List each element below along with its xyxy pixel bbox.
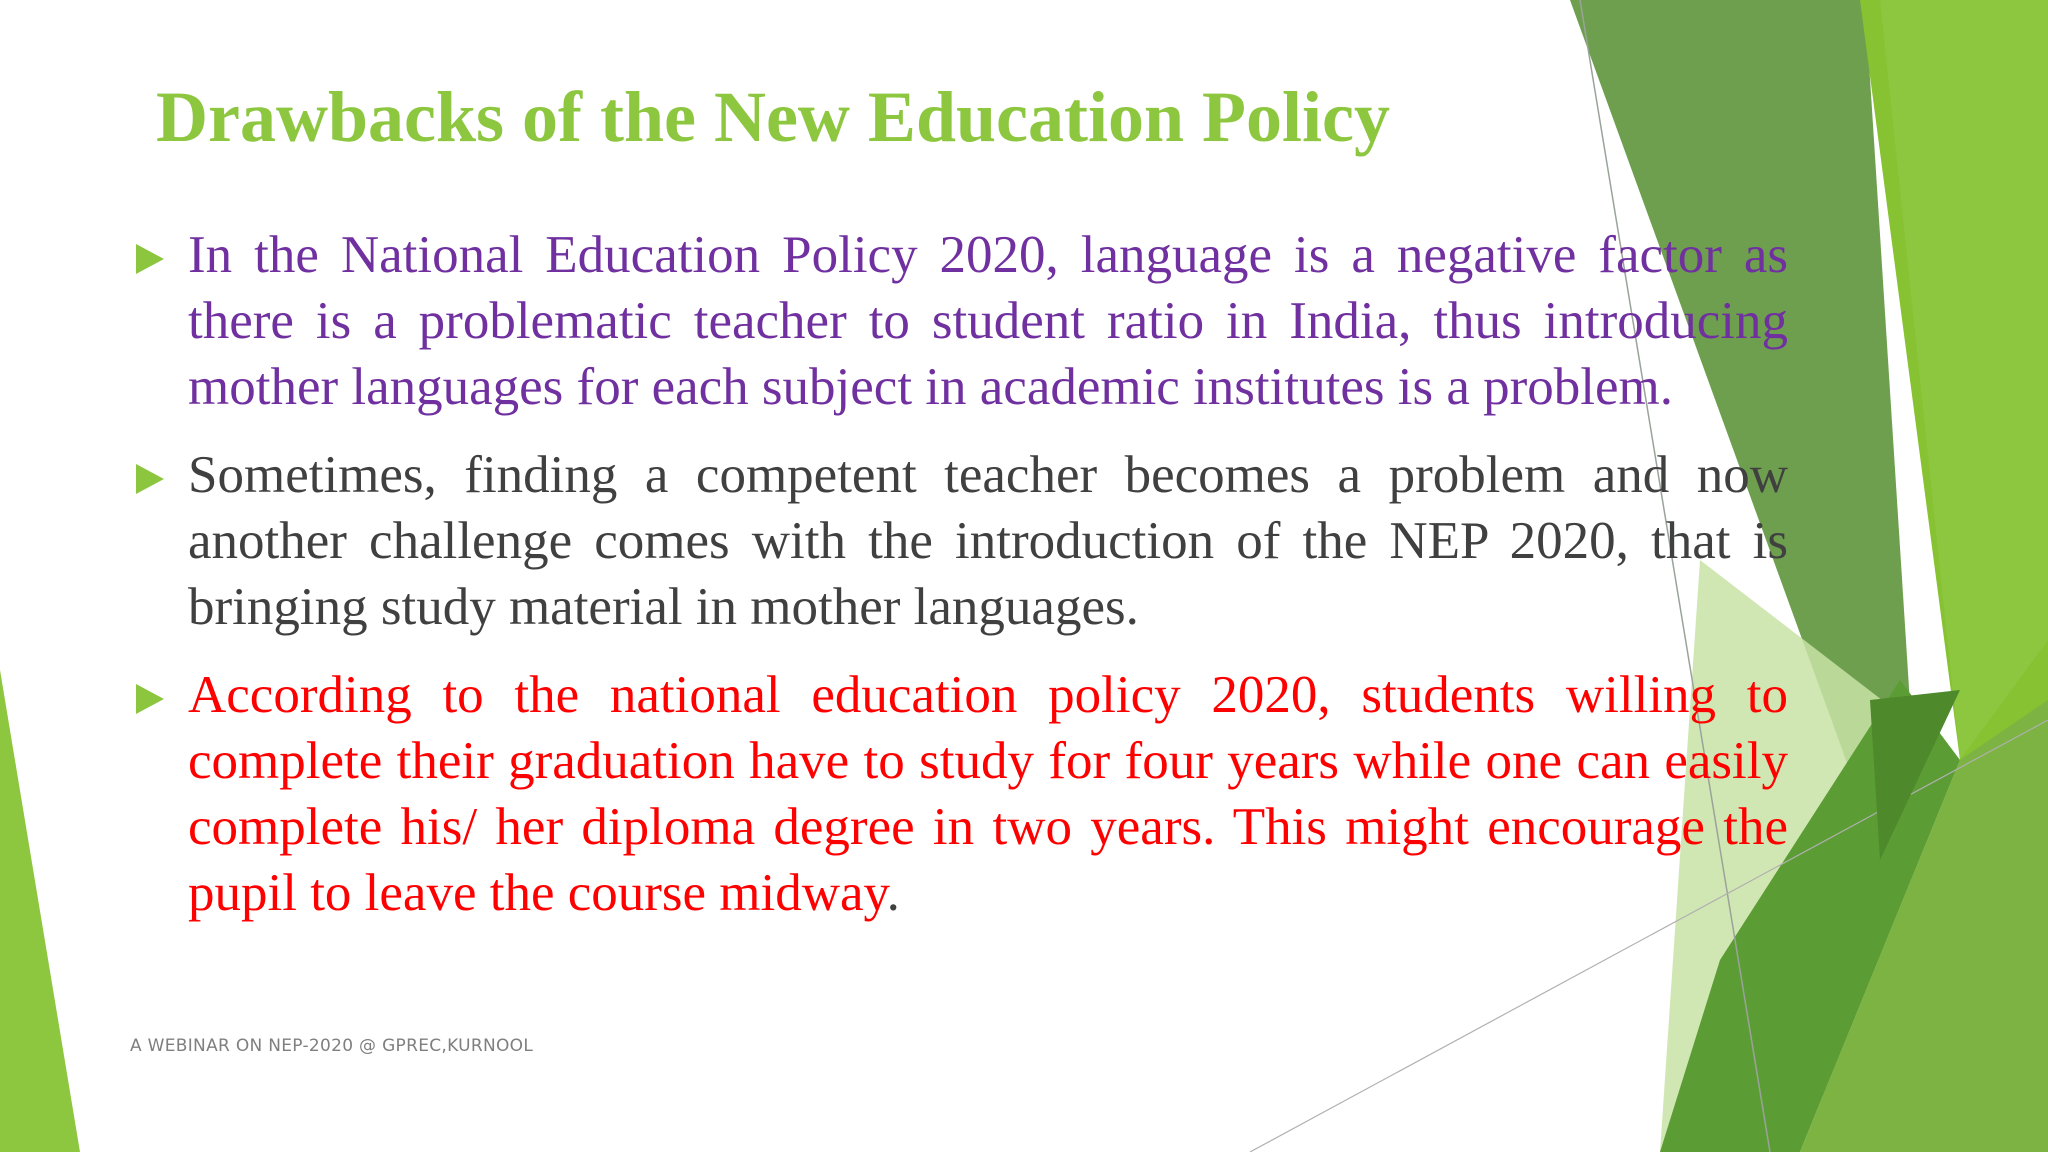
bullet-text-3-wrapper: [188, 662, 1788, 926]
bullet-text-2: Sometimes, finding a competent teacher becomes a problem and now another challenge comes with the introduction of the NEP 2020, that is bringing study material in mother languages.: [188, 446, 1788, 636]
bullet-text-3-trailing-period: .: [886, 864, 900, 922]
triangle-bullet-icon: [136, 684, 164, 714]
bullet-text-3: According to the national education policy 2020, students willing to complete their graduation have to study for four years while one can easily complete his/ her diploma degree in two years. This might encourage the pupil to leave the course midway: [188, 666, 1788, 922]
accent-left-green-shape: [0, 670, 80, 1152]
bullet-item-2: [130, 442, 1788, 640]
bullet-text-1: In the National Education Policy 2020, language is a negative factor as there is a problematic teacher to student ratio in India, thus introducing mother languages for each subject in academic institutes is a problem.: [188, 226, 1788, 416]
triangle-bullet-icon: [136, 464, 164, 494]
slide-title: Drawbacks of the New Education Policy: [156, 77, 1390, 157]
triangle-bullet-icon: [136, 244, 164, 274]
bullet-item-3: [130, 662, 1788, 926]
slide-footer: A WEBINAR ON NEP-2020 @ GPREC,KURNOOL: [130, 1036, 534, 1056]
bullet-item-1: [130, 222, 1788, 420]
bullet-list: [130, 222, 1788, 948]
